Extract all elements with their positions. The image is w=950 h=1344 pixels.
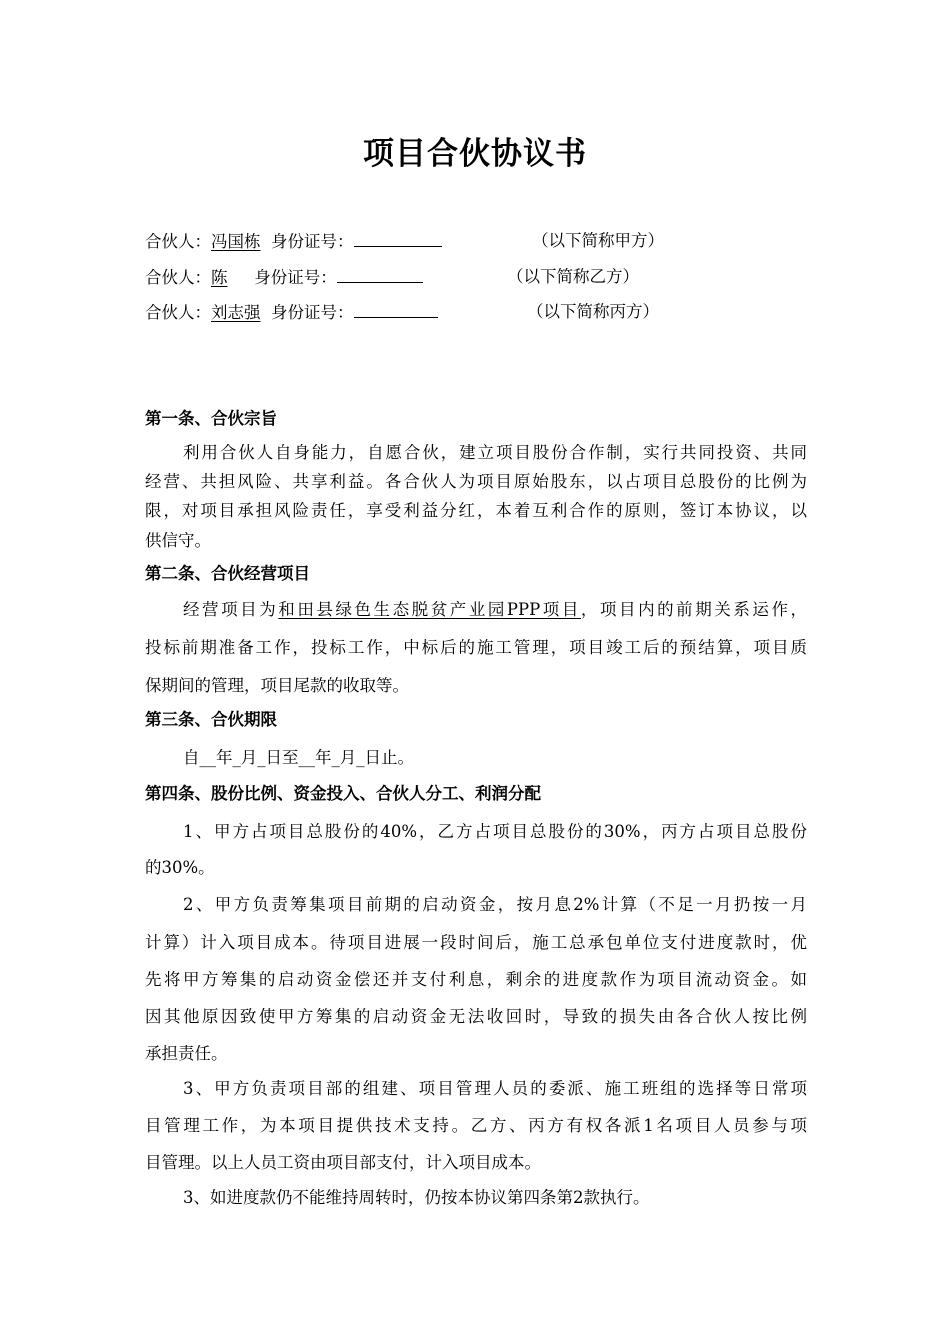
section-4-p3-line: 3、甲方负责项目部的组建、项目管理人员的委派、施工班组的选择等日常项 <box>183 1079 807 1098</box>
partner-row-2 <box>145 265 423 289</box>
id-label: 身份证号： <box>271 303 354 322</box>
partner-row-1 <box>145 229 442 253</box>
id-blank <box>337 265 423 283</box>
section-3-heading: 第三条、合伙期限 <box>145 710 277 729</box>
section-4-p2-line: 计算）计入项目成本。待项目进展一段时间后，施工总承包单位支付进度款时，优 <box>145 933 807 952</box>
id-label: 身份证号： <box>254 268 337 287</box>
section-4-p2-line: 2、甲方负责筹集项目前期的启动资金，按月息2%计算（不足一月扔按一月 <box>183 895 807 914</box>
section-4-p3-line: 目管理工作，为本项目提供技术支持。乙方、丙方有权各派1名项目人员参与项 <box>145 1116 807 1135</box>
project-name: 和田县绿色生态脱贫产业园PPP项目 <box>278 600 581 619</box>
section-1-line: 经营、共担风险、共享利益。各合伙人为项目原始股东，以占项目总股份的比例为 <box>145 472 807 491</box>
partner-label: 合伙人： <box>145 268 211 287</box>
project-prefix: 经营项目为 <box>183 600 279 619</box>
project-suffix: ，项目内的前期关系运作， <box>580 600 808 619</box>
document-title: 项目合伙协议书 <box>363 136 587 172</box>
section-2-line: 投标前期准备工作，投标工作，中标后的施工管理，项目竣工后的预结算，项目质 <box>145 638 807 657</box>
id-blank <box>354 229 442 247</box>
partner-ref-1: （以下简称甲方） <box>532 231 664 250</box>
id-blank <box>354 300 438 318</box>
section-4-p2-line: 先将甲方筹集的启动资金偿还并支付利息，剩余的进度款作为项目流动资金。如 <box>145 970 807 989</box>
section-4-p2-line: 因其他原因致使甲方筹集的启动资金无法收回时，导致的损失由各合伙人按比例 <box>145 1007 807 1026</box>
partner-ref-2: （以下简称乙方） <box>507 267 639 286</box>
section-2-line: 保期间的管理，项目尾款的收取等。 <box>145 676 409 695</box>
partner-ref-3: （以下简称丙方） <box>527 302 659 321</box>
section-1-line: 利用合伙人自身能力，自愿合伙，建立项目股份合作制，实行共同投资、共同 <box>183 443 807 462</box>
section-3-term: 自__年_月_日至__年_月_日止。 <box>183 748 414 767</box>
section-4-p4-line: 3、如进度款仍不能维持周转时，仍按本协议第四条第2款执行。 <box>183 1188 650 1207</box>
section-1-heading: 第一条、合伙宗旨 <box>145 409 277 428</box>
section-4-p2-line: 承担责任。 <box>145 1044 228 1063</box>
section-4-p3-line: 目管理。以上人员工资由项目部支付，计入项目成本。 <box>145 1153 541 1172</box>
partner-label: 合伙人： <box>145 303 211 322</box>
section-2-line <box>183 598 807 622</box>
partner-label: 合伙人： <box>145 232 211 251</box>
partner-row-3 <box>145 300 438 324</box>
section-1-line: 限，对项目承担风险责任，享受利益分红，本着互利合作的原则，签订本协议，以 <box>145 501 807 520</box>
section-4-p1-line: 1、甲方占项目总股份的40%，乙方占项目总股份的30%，丙方占项目总股份 <box>183 822 807 841</box>
partner-name: 刘志强 <box>211 303 261 322</box>
section-4-heading: 第四条、股份比例、资金投入、合伙人分工、利润分配 <box>145 784 541 803</box>
partner-name: 冯国栋 <box>211 232 261 251</box>
section-1-line: 供信守。 <box>145 531 211 550</box>
partner-name: 陈 <box>211 268 228 287</box>
section-2-heading: 第二条、合伙经营项目 <box>145 564 310 583</box>
id-label: 身份证号： <box>271 232 354 251</box>
section-4-p1-line: 的30%。 <box>145 858 215 877</box>
